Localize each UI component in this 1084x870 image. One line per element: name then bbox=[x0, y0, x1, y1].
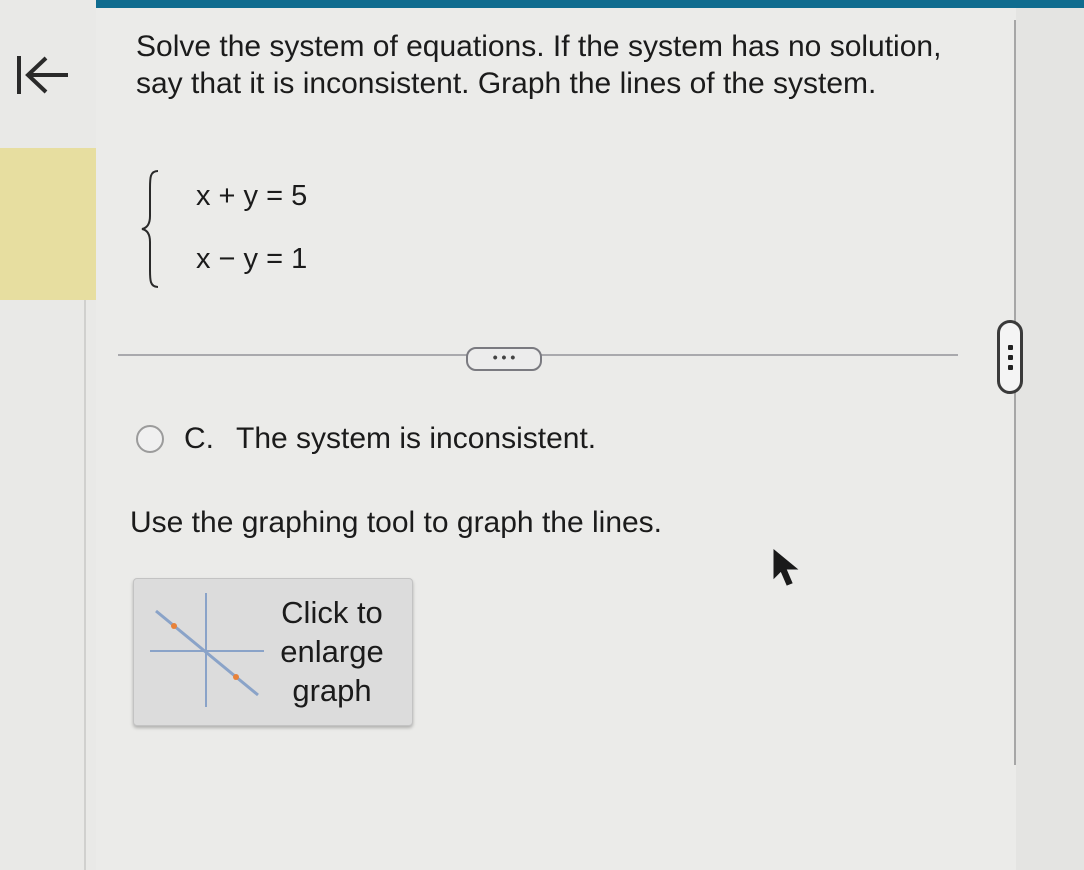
enlarge-graph-button[interactable] bbox=[133, 578, 413, 726]
enlarge-graph-label: Click to enlarge graph bbox=[280, 595, 384, 708]
option-c-text[interactable]: The system is inconsistent. bbox=[236, 422, 597, 455]
graph-thumbnail-icon bbox=[146, 589, 266, 711]
top-bar bbox=[0, 0, 1084, 8]
equation-2: x − y = 1 bbox=[196, 243, 308, 275]
left-rail bbox=[0, 0, 96, 870]
expand-button[interactable]: • • • bbox=[466, 347, 542, 371]
vertical-ellipsis-icon[interactable] bbox=[997, 320, 1023, 394]
rail-highlight bbox=[0, 148, 96, 300]
question-prompt: Solve the system of equations. If the system has no solution, say that it is inconsistent. Graph the lines of the system. bbox=[136, 30, 942, 100]
first-page-icon[interactable] bbox=[14, 50, 70, 100]
rail-divider bbox=[84, 300, 86, 870]
option-c-letter: C. bbox=[184, 422, 214, 455]
equation-1: x + y = 5 bbox=[196, 180, 308, 212]
option-c-radio[interactable] bbox=[136, 425, 164, 453]
mouse-pointer-icon bbox=[770, 548, 804, 590]
left-brace bbox=[140, 168, 164, 290]
graph-instruction: Use the graphing tool to graph the lines. bbox=[130, 506, 663, 539]
